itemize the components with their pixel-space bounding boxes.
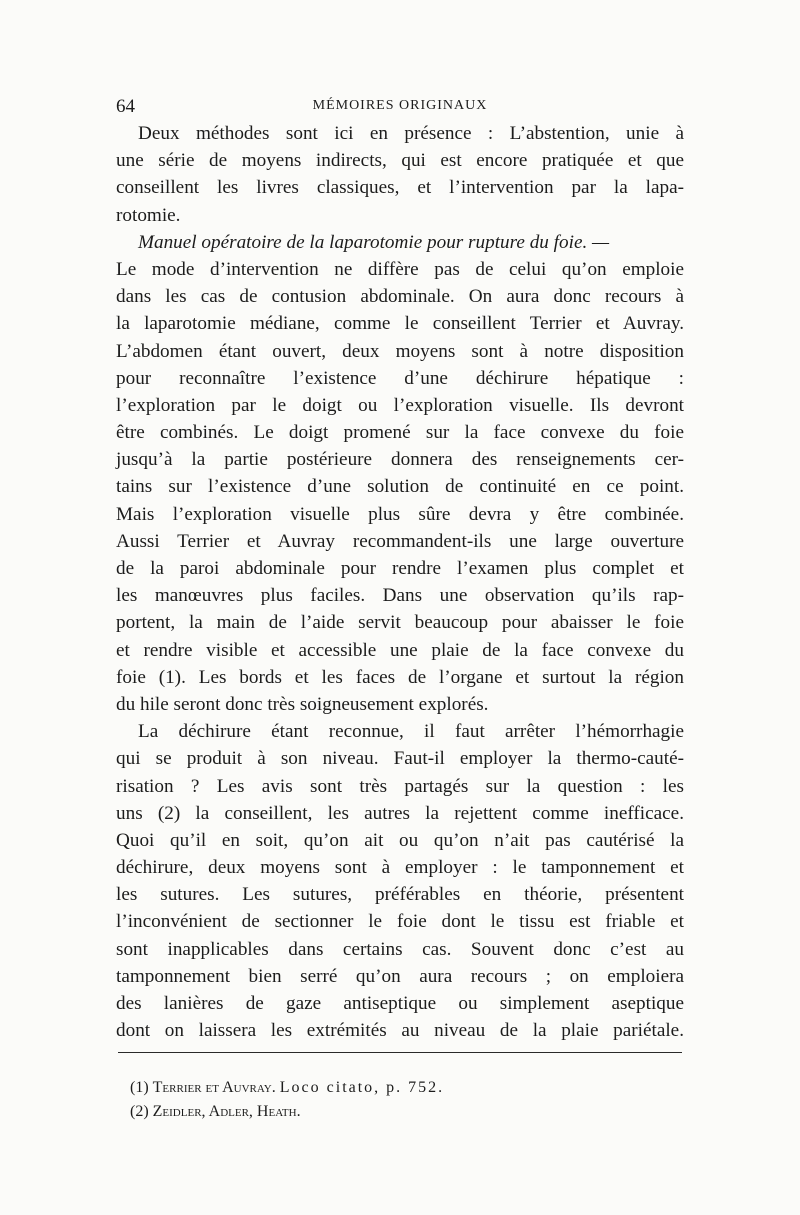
text-line: des lanières de gaze antiseptique ou simplement aseptique bbox=[116, 993, 684, 1014]
text-line: conseillent les livres classiques, et l’intervention par la lapa- bbox=[116, 177, 684, 199]
text-line: jusqu’à la partie postérieure donnera des renseignements cer- bbox=[116, 449, 684, 471]
text-line: la laparotomie médiane, comme le conseillent Terrier et Auvray. bbox=[116, 313, 684, 335]
text-line: être combinés. Le doigt promené sur la face convexe du foie bbox=[116, 422, 684, 444]
running-head: MÉMOIRES ORIGINAUX bbox=[312, 98, 488, 113]
text-line: portent, la main de l’aide servit beaucoup pour abaisser le foie bbox=[116, 612, 684, 634]
text-line: Deux méthodes sont ici en présence : L’abstention, unie à bbox=[138, 123, 684, 144]
text-line: pour reconnaître l’existence d’une déchirure hépatique : bbox=[116, 367, 684, 389]
text-line: les manœuvres plus faciles. Dans une observation qu’ils rap- bbox=[116, 585, 684, 607]
text-line: une série de moyens indirects, qui est encore pratiquée et que bbox=[116, 150, 684, 172]
text-line: foie (1). Les bords et les faces de l’organe et surtout la région bbox=[116, 666, 684, 688]
text-line: de la paroi abdominale pour rendre l’examen plus complet et bbox=[116, 558, 684, 579]
text-line: L’abdomen étant ouvert, deux moyens sont à notre disposition bbox=[116, 340, 684, 362]
text-line: Quoi qu’il en soit, qu’on ait ou qu’on n’ait pas cautérisé la bbox=[116, 829, 684, 851]
text-line: tains sur l’existence d’une solution de continuité en ce point. bbox=[116, 476, 684, 498]
footnote-authors: Zeidler, Adler, Heath. bbox=[152, 1103, 301, 1120]
footnote-authors: Terrier et Auvray. bbox=[152, 1079, 276, 1096]
text-line: l’exploration par le doigt ou l’exploration visuelle. Ils devront bbox=[116, 394, 684, 416]
page-number: 64 bbox=[116, 96, 135, 117]
footnote-divider bbox=[118, 1052, 682, 1054]
text-line: dont on laissera les extrémités au niveau de la plaie pariétale. bbox=[116, 1020, 684, 1042]
text-line: sont inapplicables dans certains cas. Souvent donc c’est au bbox=[116, 938, 684, 960]
text-line: Mais l’exploration visuelle plus sûre devra y être combinée. bbox=[116, 503, 684, 525]
text-line: uns (2) la conseillent, les autres la rejettent comme inefficace. bbox=[116, 802, 684, 824]
footnote bbox=[130, 1100, 670, 1124]
text-line: déchirure, deux moyens sont à employer : le tamponnement et bbox=[116, 857, 684, 879]
text-line: dans les cas de contusion abdominale. On aura donc recours à bbox=[116, 286, 684, 308]
text-line: tamponnement bien serré qu’on aura recours ; on emploiera bbox=[116, 965, 684, 987]
text-line: du hile seront donc très soigneusement explorés. bbox=[116, 693, 489, 715]
section-heading: Manuel opératoire de la laparotomie pour rupture du foie. — bbox=[138, 231, 610, 253]
footnote-marker: (2) bbox=[130, 1103, 149, 1120]
footnote-marker: (1) bbox=[130, 1079, 149, 1096]
footnotes bbox=[130, 1076, 670, 1124]
text-line: qui se produit à son niveau. Faut-il employer la thermo-cauté- bbox=[116, 748, 684, 770]
text-line: les sutures. Les sutures, préférables en théorie, présentent bbox=[116, 884, 684, 906]
text-line: La déchirure étant reconnue, il faut arrêter l’hémorrhagie bbox=[138, 721, 684, 743]
text-line: et rendre visible et accessible une plaie de la face convexe du bbox=[116, 639, 684, 661]
text-line: rotomie. bbox=[116, 204, 181, 226]
text-line: l’inconvénient de sectionner le foie dont le tissu est friable et bbox=[116, 911, 684, 933]
footnote-reference: Loco citato, p. 752. bbox=[279, 1079, 445, 1096]
text-line: risation ? Les avis sont très partagés sur la question : les bbox=[116, 775, 684, 797]
footnote bbox=[130, 1076, 670, 1100]
body-text bbox=[116, 120, 684, 1044]
text-line: Aussi Terrier et Auvray recommandent-ils une large ouverture bbox=[116, 530, 684, 552]
text-line: Le mode d’intervention ne diffère pas de celui qu’on emploie bbox=[116, 258, 684, 280]
